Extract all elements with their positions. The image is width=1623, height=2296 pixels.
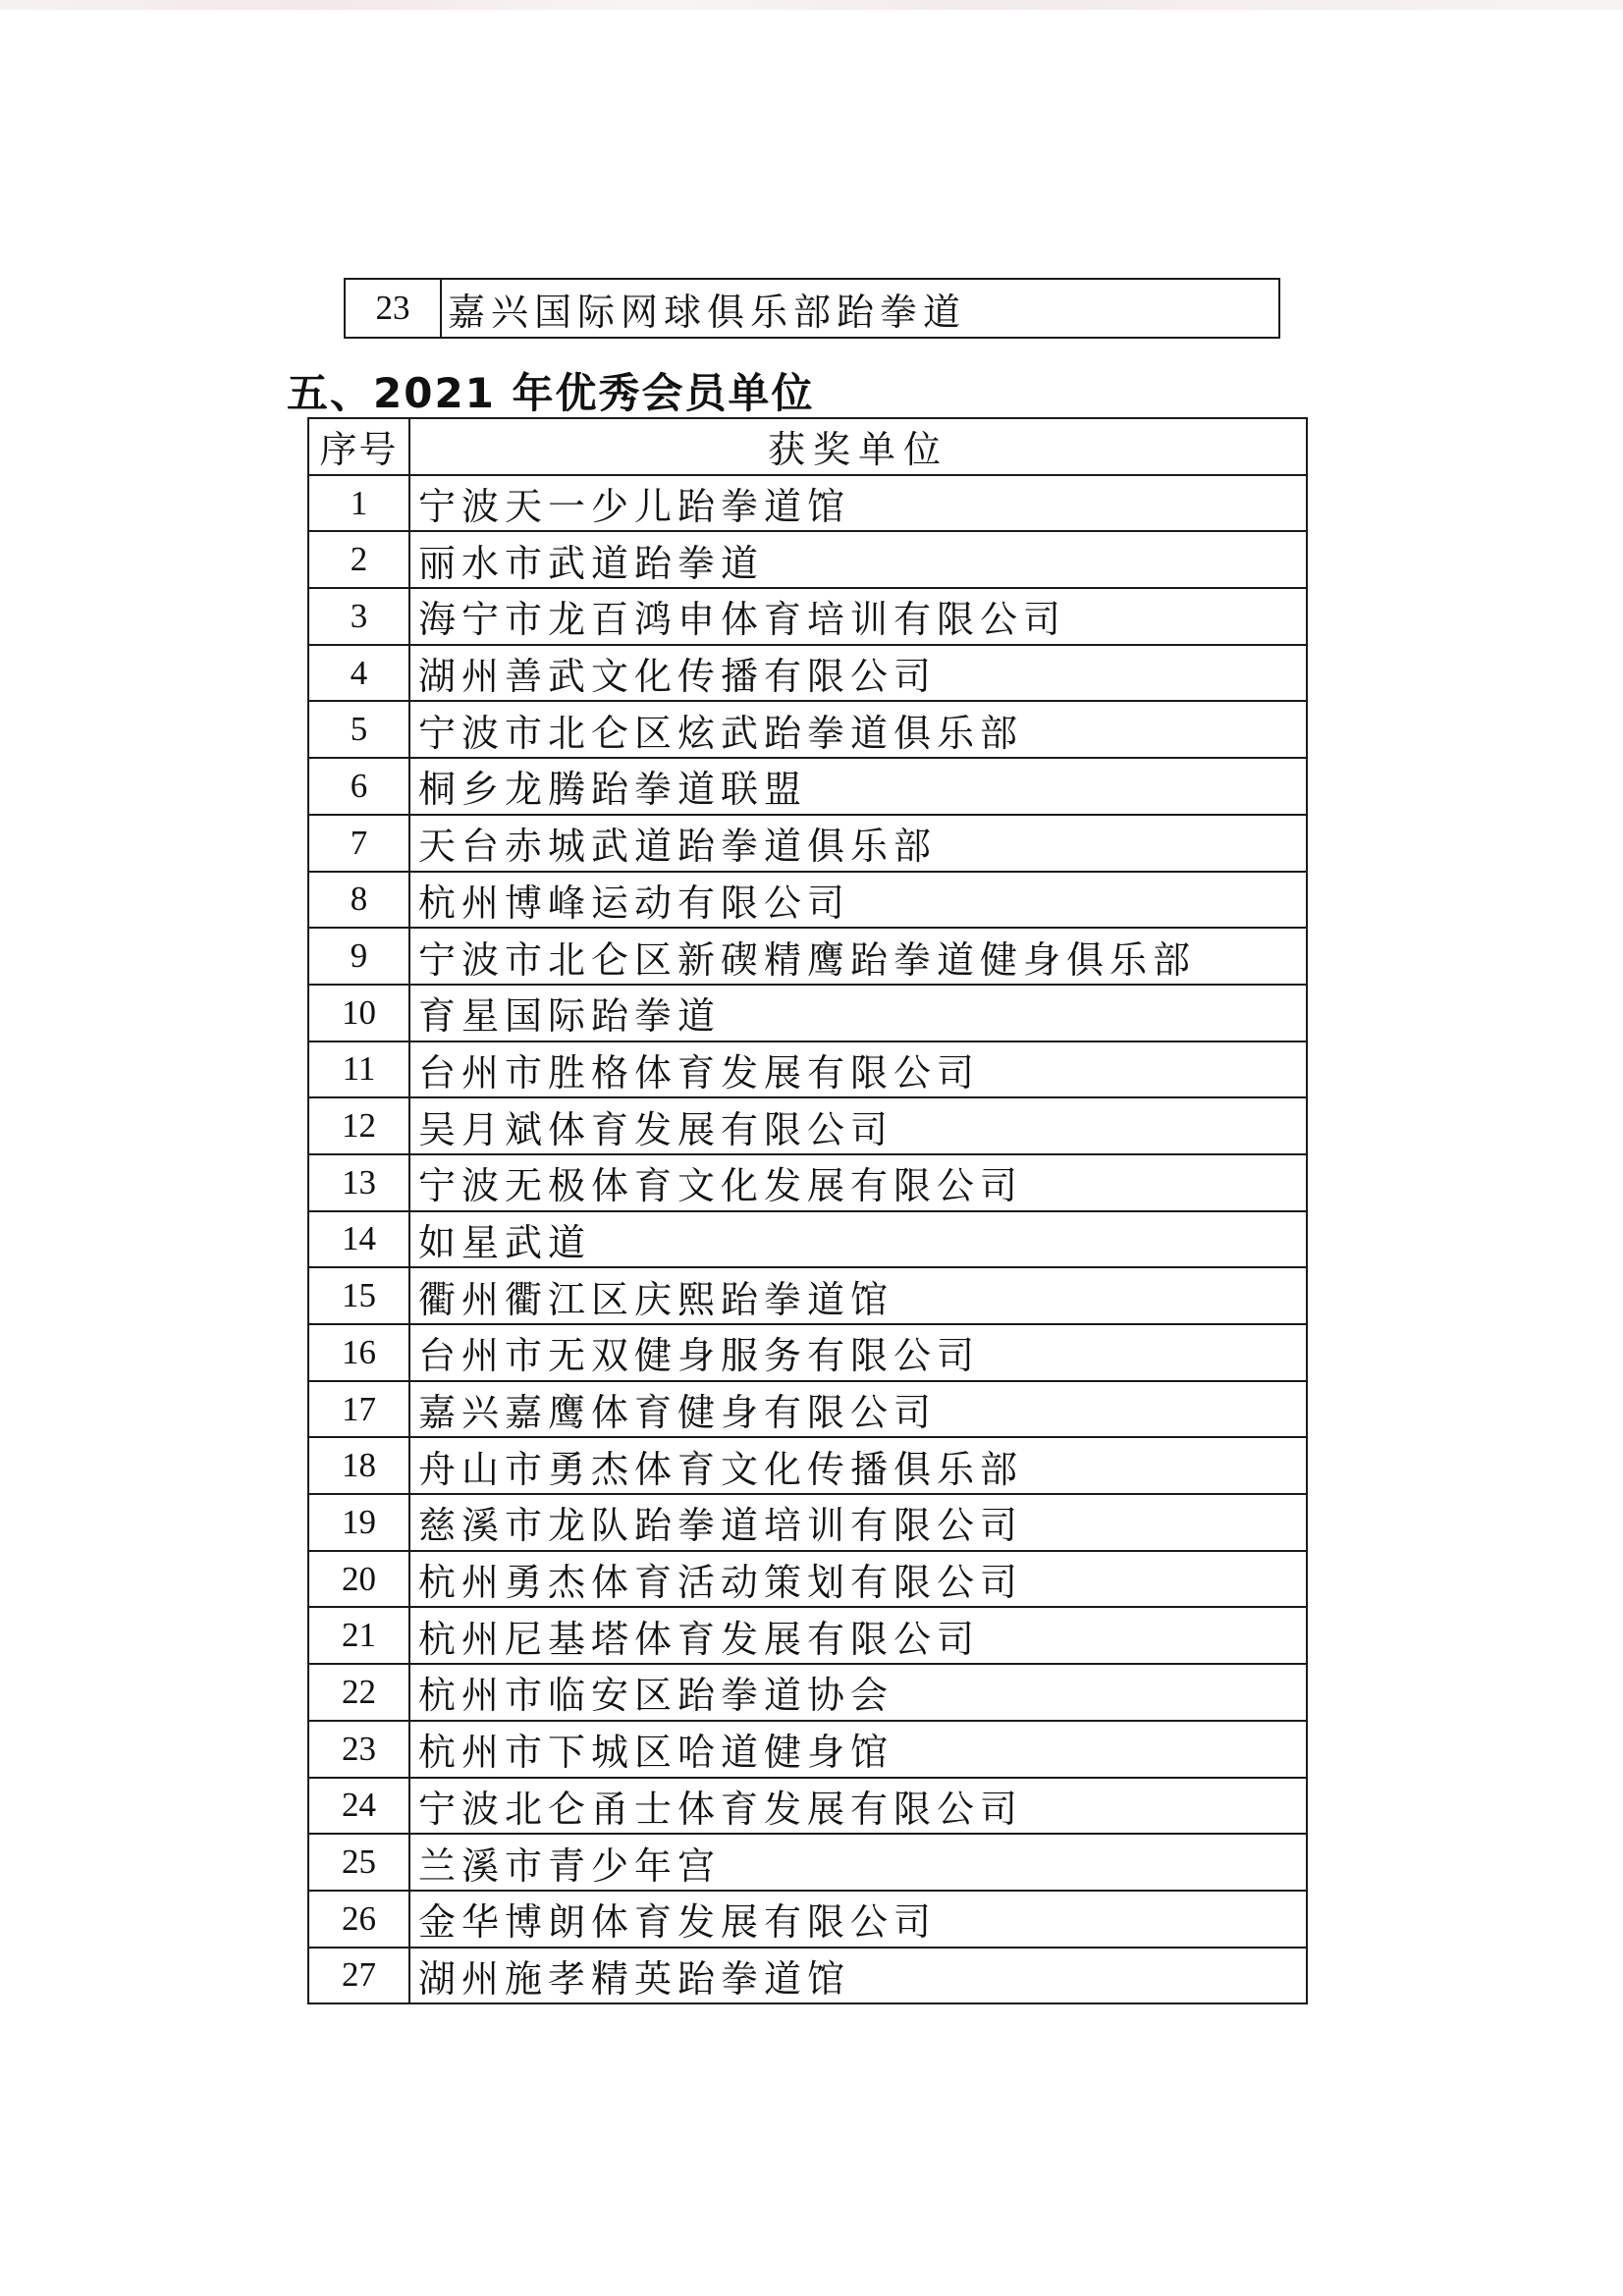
table-row [308, 1778, 1307, 1835]
table-row [308, 985, 1307, 1041]
header-unit-name: 获奖单位 [409, 418, 1307, 475]
table-row [308, 872, 1307, 929]
table-row [308, 815, 1307, 872]
row-index: 25 [308, 1834, 409, 1891]
row-index: 11 [308, 1041, 409, 1098]
row-unit-name: 湖州善武文化传播有限公司 [409, 645, 1307, 702]
table-row [308, 1551, 1307, 1608]
scan-artifact-strip [0, 0, 1623, 10]
row-index: 24 [308, 1778, 409, 1835]
table-row [308, 1267, 1307, 1324]
row-unit-name: 嘉兴嘉鹰体育健身有限公司 [409, 1381, 1307, 1438]
header-index: 序号 [308, 418, 409, 475]
row-unit-name: 丽水市武道跆拳道 [409, 531, 1307, 588]
table-row [308, 588, 1307, 645]
section-title: 五、2021 年优秀会员单位 [287, 369, 815, 417]
row-unit-name: 金华博朗体育发展有限公司 [409, 1891, 1307, 1948]
row-unit-name: 宁波无极体育文化发展有限公司 [409, 1154, 1307, 1211]
row-unit-name: 天台赤城武道跆拳道俱乐部 [409, 815, 1307, 872]
previous-section-table [344, 278, 1280, 339]
row-index: 2 [308, 531, 409, 588]
table-row [345, 279, 1279, 338]
table-row [308, 475, 1307, 532]
row-unit-name: 海宁市龙百鸿申体育培训有限公司 [409, 588, 1307, 645]
row-unit-name: 台州市无双健身服务有限公司 [409, 1324, 1307, 1381]
row-unit-name: 育星国际跆拳道 [409, 985, 1307, 1041]
row-unit-name: 嘉兴国际网球俱乐部跆拳道 [441, 279, 1279, 338]
row-unit-name: 杭州勇杰体育活动策划有限公司 [409, 1551, 1307, 1608]
row-unit-name: 台州市胜格体育发展有限公司 [409, 1041, 1307, 1098]
table-header-row [308, 418, 1307, 475]
table-row [308, 1607, 1307, 1664]
table-row [308, 1948, 1307, 2004]
table-row [308, 1381, 1307, 1438]
row-index: 16 [308, 1324, 409, 1381]
row-unit-name: 如星武道 [409, 1211, 1307, 1268]
row-index: 9 [308, 928, 409, 985]
row-index: 23 [308, 1721, 409, 1778]
row-unit-name: 宁波市北仑区炫武跆拳道俱乐部 [409, 701, 1307, 758]
table-row [308, 1211, 1307, 1268]
row-index: 17 [308, 1381, 409, 1438]
row-index: 7 [308, 815, 409, 872]
row-unit-name: 舟山市勇杰体育文化传播俱乐部 [409, 1437, 1307, 1494]
row-index: 4 [308, 645, 409, 702]
row-index: 12 [308, 1097, 409, 1154]
row-index: 6 [308, 758, 409, 815]
row-index: 5 [308, 701, 409, 758]
row-unit-name: 宁波市北仑区新碶精鹰跆拳道健身俱乐部 [409, 928, 1307, 985]
row-index: 1 [308, 475, 409, 532]
row-index: 13 [308, 1154, 409, 1211]
table-row [308, 701, 1307, 758]
row-unit-name: 宁波天一少儿跆拳道馆 [409, 475, 1307, 532]
table-row [308, 1494, 1307, 1551]
table-row [308, 645, 1307, 702]
row-unit-name: 桐乡龙腾跆拳道联盟 [409, 758, 1307, 815]
table-row [308, 1324, 1307, 1381]
row-index: 14 [308, 1211, 409, 1268]
table-row [308, 1041, 1307, 1098]
row-unit-name: 兰溪市青少年宫 [409, 1834, 1307, 1891]
row-index: 10 [308, 985, 409, 1041]
row-unit-name: 吴月斌体育发展有限公司 [409, 1097, 1307, 1154]
table-row [308, 758, 1307, 815]
row-unit-name: 慈溪市龙队跆拳道培训有限公司 [409, 1494, 1307, 1551]
row-index: 21 [308, 1607, 409, 1664]
table-row [308, 1721, 1307, 1778]
table-row [308, 1834, 1307, 1891]
row-index: 20 [308, 1551, 409, 1608]
row-index: 8 [308, 872, 409, 929]
award-units-table [307, 417, 1308, 2004]
table-row [308, 531, 1307, 588]
table-row [308, 1664, 1307, 1721]
table-row [308, 1437, 1307, 1494]
table-row [308, 928, 1307, 985]
row-index: 3 [308, 588, 409, 645]
row-index: 19 [308, 1494, 409, 1551]
row-index: 18 [308, 1437, 409, 1494]
row-unit-name: 湖州施孝精英跆拳道馆 [409, 1948, 1307, 2004]
row-index: 22 [308, 1664, 409, 1721]
row-unit-name: 杭州市下城区哈道健身馆 [409, 1721, 1307, 1778]
table-row [308, 1154, 1307, 1211]
table-row [308, 1097, 1307, 1154]
row-unit-name: 杭州市临安区跆拳道协会 [409, 1664, 1307, 1721]
row-index: 26 [308, 1891, 409, 1948]
row-unit-name: 衢州衢江区庆熙跆拳道馆 [409, 1267, 1307, 1324]
row-unit-name: 杭州博峰运动有限公司 [409, 872, 1307, 929]
row-unit-name: 杭州尼基塔体育发展有限公司 [409, 1607, 1307, 1664]
row-index: 27 [308, 1948, 409, 2004]
row-unit-name: 宁波北仑甬士体育发展有限公司 [409, 1778, 1307, 1835]
row-index: 23 [345, 279, 441, 338]
table-row [308, 1891, 1307, 1948]
row-index: 15 [308, 1267, 409, 1324]
